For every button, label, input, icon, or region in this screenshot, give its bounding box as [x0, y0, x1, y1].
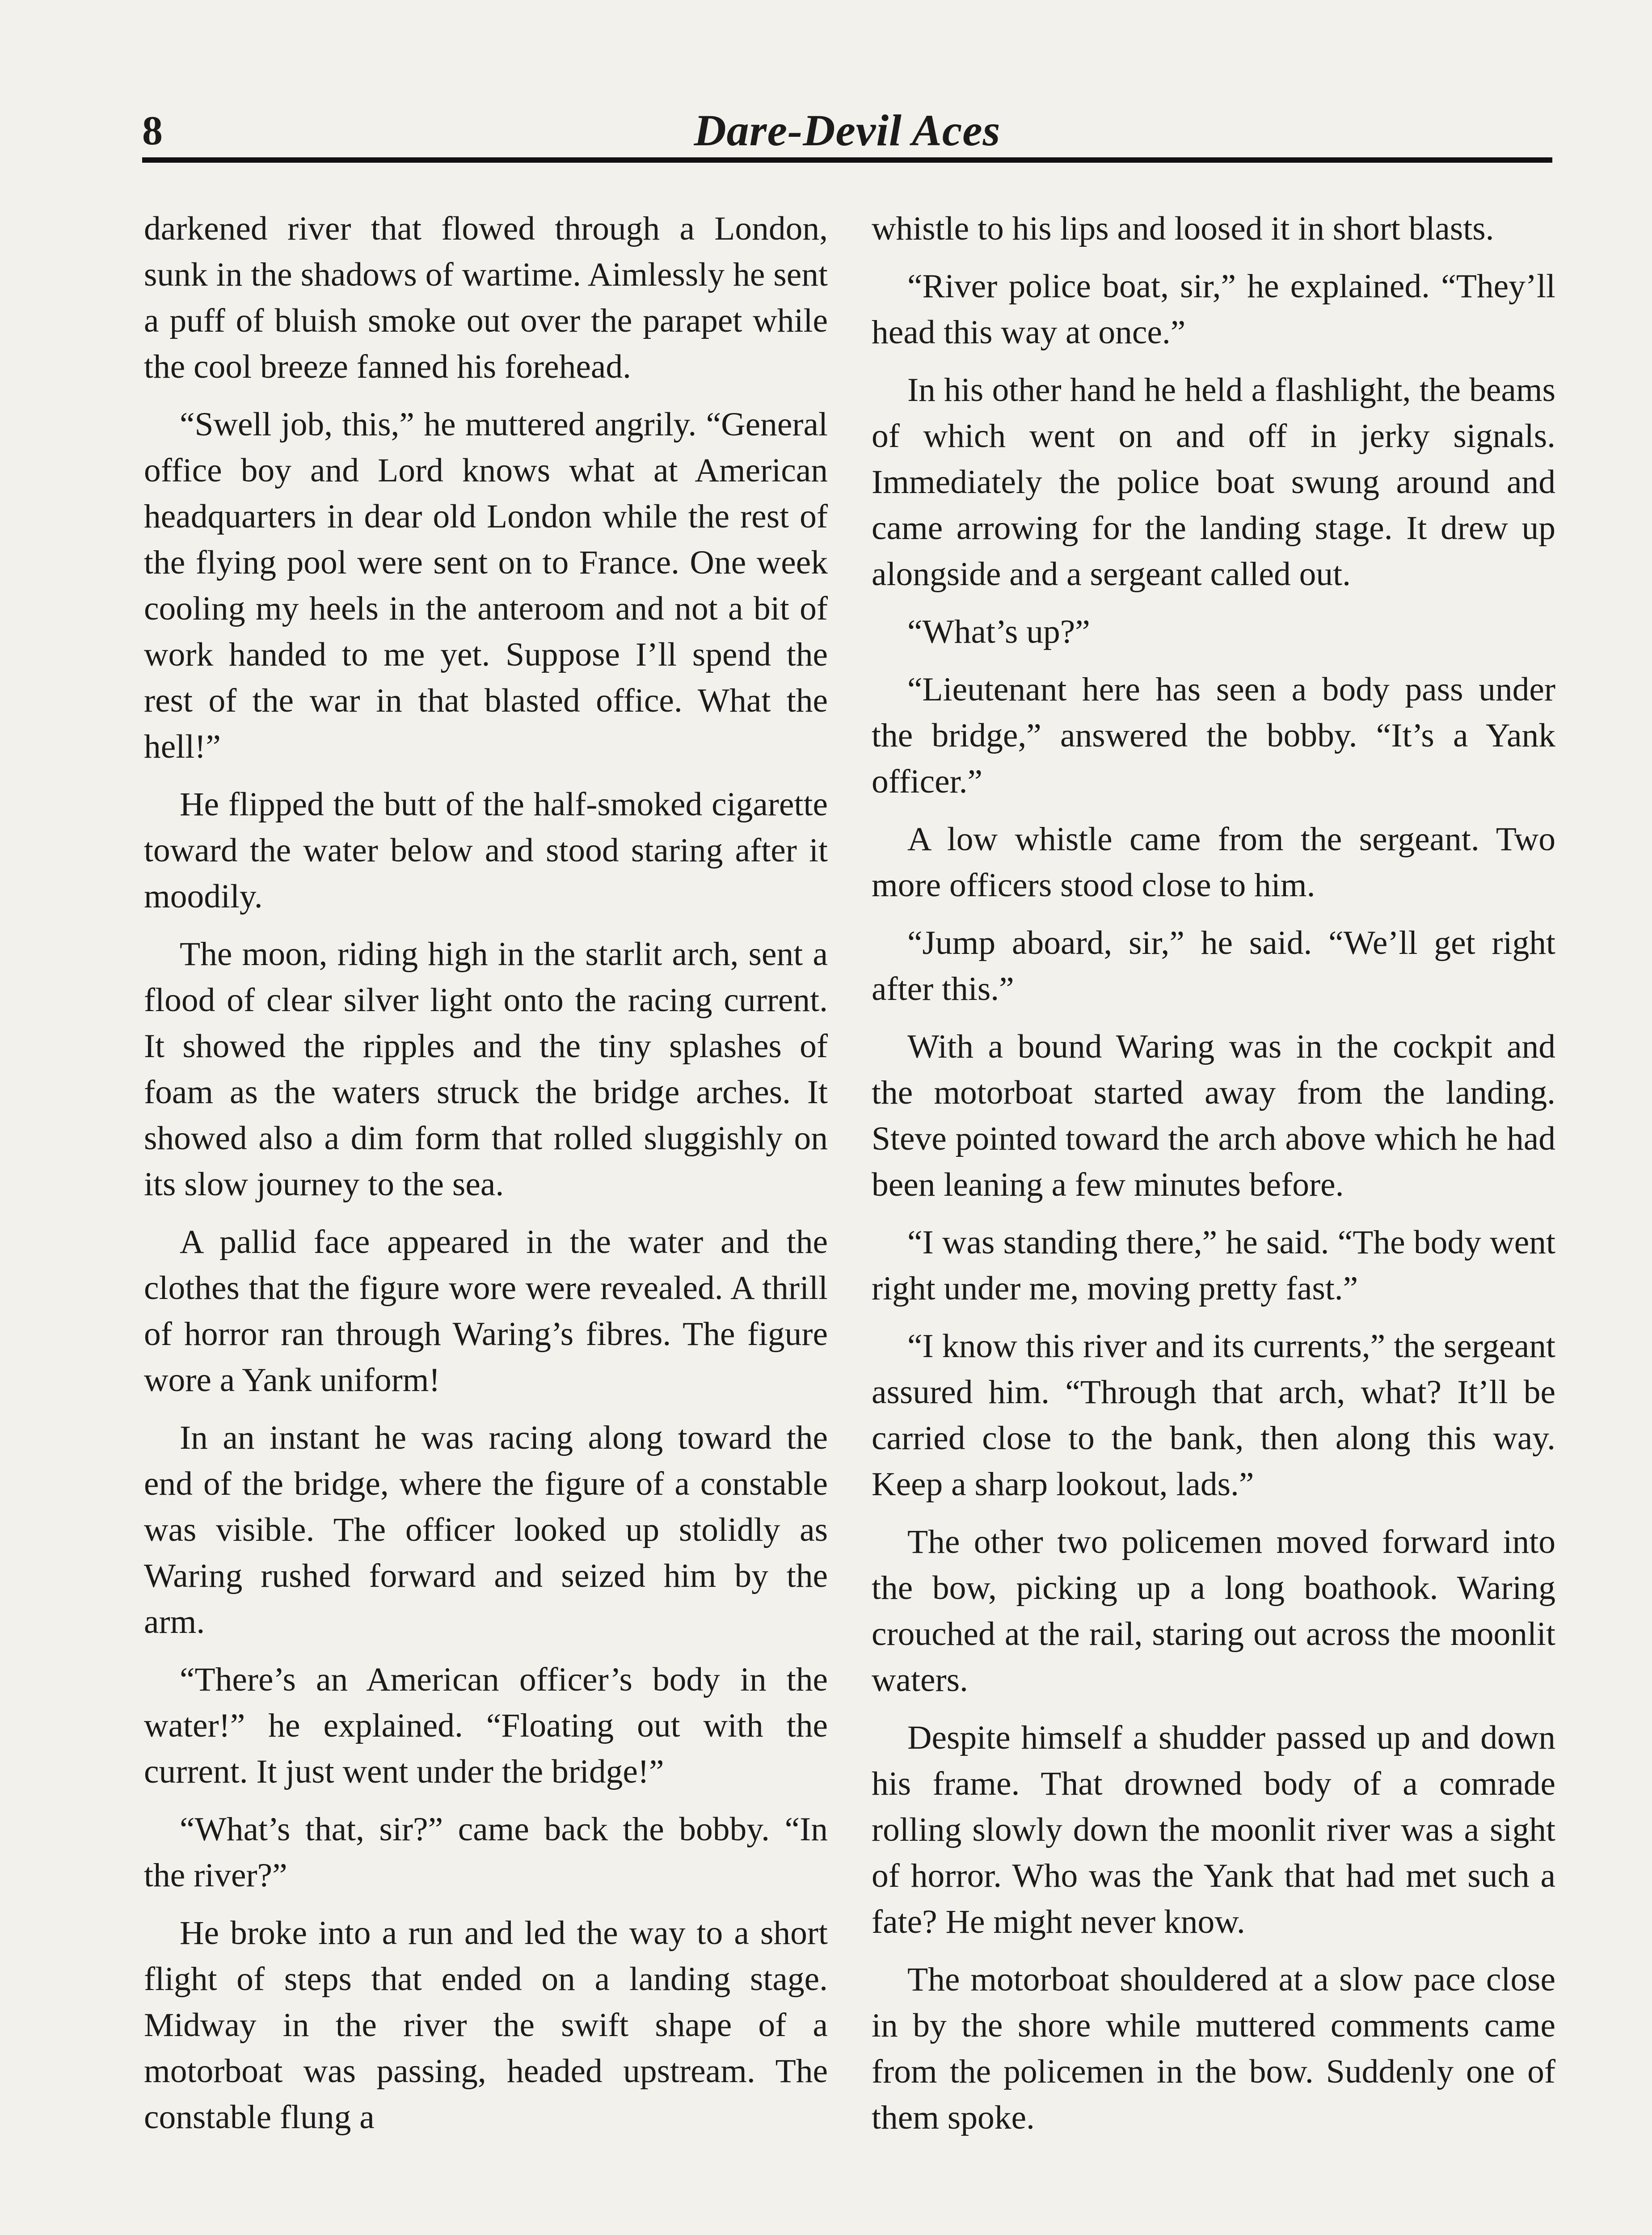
page-header: [142, 99, 1552, 162]
running-title: Dare-Devil Aces: [694, 105, 1001, 155]
paragraph: The moon, riding high in the starlit arch, sent a flood of clear silver light onto the racing current. It showed the ripples and the tiny splashes of foam as the waters struck the bridge arches. It showed also a dim form that rolled sluggishly on its slow journey to the sea.: [144, 936, 828, 1203]
paragraph: “I know this river and its currents,” the sergeant assured him. “Through that arch, what? It’ll be carried close to the bank, then along this way. Keep a sharp lookout, lads.”: [872, 1328, 1555, 1503]
paragraph: “Swell job, this,” he muttered angrily. “General office boy and Lord knows what at American headquarters in dear old London while the rest of the flying pool were sent on to France. One week cooling my heels in the anteroom and not a bit of work handed to me yet. Suppose I’ll spend the rest of the war in that blasted office. What the hell!”: [144, 406, 828, 765]
right-column: [872, 206, 1555, 2152]
header-rule: [142, 157, 1552, 163]
paragraph: Despite himself a shudder passed up and down his frame. That drowned body of a comrade rolling slowly down the moonlit river was a sight of horror. Who was the Yank that had met such a fate? He might never know.: [872, 1719, 1555, 1940]
paragraph: “What’s that, sir?” came back the bobby. “In the river?”: [144, 1811, 828, 1894]
paragraph: “What’s up?”: [907, 613, 1090, 650]
paragraph: He flipped the butt of the half-smoked cigarette toward the water below and stood staring after it moodily.: [144, 786, 828, 915]
left-column: [144, 206, 828, 2152]
paragraph: darkened river that flowed through a London, sunk in the shadows of wartime. Aimlessly he sent a puff of bluish smoke out over the parapet while the cool breeze fanned his forehead.: [144, 210, 828, 385]
paragraph: “There’s an American officer’s body in the water!” he explained. “Floating out with the current. It just went under the bridge!”: [144, 1661, 828, 1790]
paragraph: In his other hand he held a flashlight, the beams of which went on and off in jerky signals. Immediately the police boat swung around and came arrowing for the landing stage. It drew up alongside and a sergeant called out.: [872, 371, 1555, 593]
paragraph: The motorboat shouldered at a slow pace close in by the shore while muttered comments came from the policemen in the bow. Suddenly one of them spoke.: [872, 1961, 1555, 2136]
page-number: 8: [142, 108, 163, 153]
paragraph: A pallid face appeared in the water and the clothes that the figure wore were revealed. A thrill of horror ran through Waring’s fibres. The figure wore a Yank uniform!: [144, 1223, 828, 1399]
paragraph: “Lieutenant here has seen a body pass under the bridge,” answered the bobby. “It’s a Yank officer.”: [872, 671, 1555, 800]
paragraph: “Jump aboard, sir,” he said. “We’ll get right after this.”: [872, 924, 1555, 1008]
paragraph: “River police boat, sir,” he explained. “They’ll head this way at once.”: [872, 268, 1555, 351]
paragraph: In an instant he was racing along toward the end of the bridge, where the figure of a constable was visible. The officer looked up stolidly as Waring rushed forward and seized him by the arm.: [144, 1419, 828, 1640]
paragraph: With a bound Waring was in the cockpit and the motorboat started away from the landing. Steve pointed toward the arch above which he had been leaning a few minutes before.: [872, 1028, 1555, 1203]
paragraph: whistle to his lips and loosed it in short blasts.: [872, 210, 1494, 247]
paragraph: He broke into a run and led the way to a short flight of steps that ended on a landing stage. Midway in the river the swift shape of a motorboat was passing, headed upstream. The constable flung a: [144, 1915, 828, 2136]
paragraph: “I was standing there,” he said. “The body went right under me, moving pretty fast.”: [872, 1224, 1555, 1307]
paragraph: The other two policemen moved forward into the bow, picking up a long boathook. Waring crouched at the rail, staring out across the moonlit waters.: [872, 1523, 1555, 1699]
paragraph: A low whistle came from the sergeant. Two more officers stood close to him.: [872, 821, 1555, 904]
